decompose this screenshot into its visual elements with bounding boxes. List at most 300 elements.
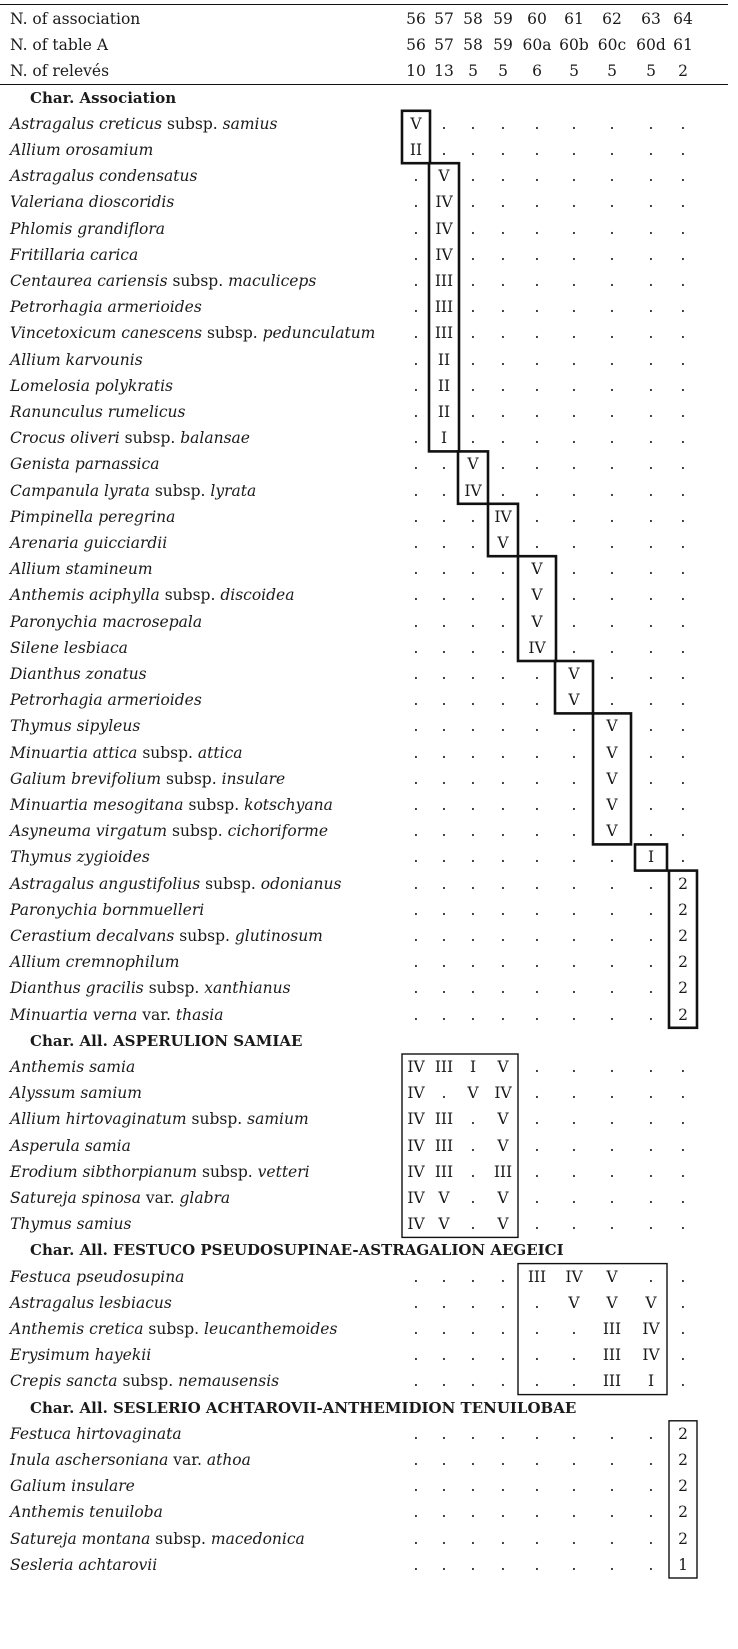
taxon-name: Petrorhagia armerioides [10,691,202,710]
empty-cell: . [500,245,506,264]
empty-cell: . [680,1320,686,1338]
species-name [10,504,175,531]
empty-cell: . [609,298,615,317]
species-name [10,347,143,374]
empty-cell: . [470,1293,476,1312]
empty-cell: . [413,743,419,762]
species-name [10,1106,309,1133]
empty-cell: . [571,612,577,631]
empty-cell: . [470,1189,476,1207]
empty-cell: . [680,1372,686,1391]
taxon-name: xanthianus [204,979,291,998]
empty-cell: . [609,245,615,264]
taxon-name: Thymus sipyleus [10,717,141,736]
constancy-cell: IV [642,1346,660,1365]
top-rule [0,4,728,5]
empty-cell: . [571,743,577,762]
empty-cell: . [500,1372,506,1391]
empty-cell: . [500,1451,506,1469]
empty-cell: . [609,953,615,972]
rank-label: subsp. [143,1320,204,1338]
species-row [0,399,738,426]
empty-cell: . [609,638,615,657]
constancy-cell: V [568,1293,580,1312]
species-row [0,1368,738,1395]
empty-cell: . [470,769,476,788]
empty-cell: . [609,1084,615,1103]
empty-cell: . [680,219,686,238]
empty-cell: . [500,1424,506,1443]
empty-cell: . [413,927,419,945]
empty-cell: . [571,1372,577,1391]
empty-cell: . [609,848,615,867]
constancy-cell: IV [642,1320,660,1338]
empty-cell: . [680,455,686,474]
empty-cell: . [534,141,540,159]
header-row [0,58,738,85]
species-name [10,478,256,505]
constancy-cell: IV [435,219,453,238]
taxon-name: Crepis sancta [10,1372,118,1391]
species-name [10,687,202,714]
empty-cell: . [500,167,506,186]
section-title: Char. All. SESLERIO ACHTAROVII-ANTHEMIDION TENUILOBAE [30,1398,577,1417]
header-cell: 59 [493,36,513,55]
constancy-cell: 2 [678,953,688,972]
header-cell: 6 [532,62,542,81]
empty-cell: . [571,1477,577,1496]
header-cell: 58 [463,36,483,55]
taxon-name: maculiceps [228,272,317,290]
empty-cell: . [534,429,540,448]
species-name [10,556,153,583]
species-name [10,975,291,1002]
empty-cell: . [680,796,686,814]
taxon-name: Silene lesbiaca [10,638,128,657]
constancy-cell: 2 [678,1451,688,1469]
empty-cell: . [609,586,615,605]
empty-cell: . [470,1320,476,1338]
species-row [0,1316,738,1343]
empty-cell: . [571,141,577,159]
empty-cell: . [534,350,540,369]
empty-cell: . [534,900,540,919]
empty-cell: . [609,979,615,998]
rank-label: subsp. [183,796,245,814]
empty-cell: . [648,796,654,814]
empty-cell: . [534,1503,540,1522]
constancy-cell: IV [435,193,453,212]
empty-cell: . [413,167,419,186]
empty-cell: . [571,796,577,814]
empty-cell: . [648,324,654,343]
taxon-name: nemausensis [178,1372,280,1391]
empty-cell: . [609,272,615,290]
species-row [0,609,738,636]
taxon-name: Lomelosia polykratis [10,376,174,395]
empty-cell: . [680,1058,686,1076]
constancy-cell: V [606,743,618,762]
species-name [10,1316,337,1343]
species-row [0,1552,738,1579]
empty-cell: . [500,1529,506,1548]
taxon-name: Allium cremnophilum [10,953,180,972]
empty-cell: . [609,114,615,133]
species-row [0,1211,738,1238]
empty-cell: . [441,769,447,788]
constancy-cell: V [531,560,543,579]
species-row [0,897,738,924]
empty-cell: . [470,874,476,893]
empty-cell: . [571,1320,577,1338]
header-cell: 5 [646,62,656,81]
taxon-name: Anthemis cretica [10,1320,144,1338]
empty-cell: . [648,900,654,919]
species-name [10,1264,184,1291]
empty-cell: . [571,324,577,343]
empty-cell: . [534,665,540,683]
empty-cell: . [571,507,577,526]
taxon-name: Inula aschersoniana [10,1451,169,1469]
empty-cell: . [534,272,540,290]
empty-cell: . [413,874,419,893]
species-name [10,818,328,845]
constancy-cell: I [647,1372,655,1391]
species-name [10,1526,305,1553]
empty-cell: . [680,1215,686,1234]
taxon-name: Minuartia mesogitana [10,796,184,814]
constancy-cell: V [531,586,543,605]
empty-cell: . [500,455,506,474]
empty-cell: . [413,403,419,421]
constancy-cell: I [647,848,655,867]
empty-cell: . [680,193,686,212]
empty-cell: . [470,141,476,159]
empty-cell: . [648,822,654,841]
taxon-name: Alyssum samium [10,1084,142,1103]
empty-cell: . [609,1215,615,1234]
taxon-name: Fritillaria carica [10,245,139,264]
taxon-name: Erysimum hayekii [10,1346,152,1365]
empty-cell: . [441,1293,447,1312]
empty-cell: . [500,796,506,814]
empty-cell: . [470,1110,476,1129]
empty-cell: . [534,1084,540,1103]
taxon-name: glabra [179,1189,231,1207]
empty-cell: . [534,953,540,972]
taxon-name: Astragalus condensatus [10,167,198,186]
empty-cell: . [470,900,476,919]
empty-cell: . [571,1189,577,1207]
empty-cell: . [470,1372,476,1391]
empty-cell: . [500,691,506,710]
empty-cell: . [413,1320,419,1338]
empty-cell: . [441,953,447,972]
species-name [10,425,250,452]
taxon-name: Erodium sibthorpianum [10,1162,198,1181]
empty-cell: . [609,141,615,159]
empty-cell: . [441,822,447,841]
empty-cell: . [680,1346,686,1365]
species-row [0,216,738,243]
empty-cell: . [534,298,540,317]
species-name [10,1133,131,1160]
empty-cell: . [648,141,654,159]
empty-cell: . [680,665,686,683]
empty-cell: . [534,403,540,421]
taxon-name: samius [222,114,278,133]
empty-cell: . [680,429,686,448]
empty-cell: . [413,429,419,448]
empty-cell: . [441,1503,447,1522]
header-cell: 5 [498,62,508,81]
constancy-cell: III [434,1110,454,1129]
empty-cell: . [571,979,577,998]
empty-cell: . [571,1529,577,1548]
taxon-name: samium [247,1110,309,1129]
empty-cell: . [534,1529,540,1548]
species-row [0,1106,738,1133]
empty-cell: . [571,1451,577,1469]
empty-cell: . [680,560,686,579]
empty-cell: . [470,953,476,972]
taxon-name: Phlomis grandiflora [10,219,165,238]
empty-cell: . [680,114,686,133]
empty-cell: . [648,1058,654,1076]
empty-cell: . [413,979,419,998]
empty-cell: . [648,1424,654,1443]
species-row [0,818,738,845]
empty-cell: . [534,848,540,867]
empty-cell: . [441,979,447,998]
species-name [10,1211,131,1238]
empty-cell: . [470,1503,476,1522]
species-name [10,792,333,819]
header-cell: 58 [463,10,483,28]
empty-cell: . [413,219,419,238]
empty-cell: . [413,769,419,788]
header-cell: 60a [522,36,552,55]
empty-cell: . [534,979,540,998]
empty-cell: . [413,455,419,474]
species-name [10,451,159,478]
empty-cell: . [413,900,419,919]
empty-cell: . [500,298,506,317]
empty-cell: . [609,900,615,919]
species-row [0,1133,738,1160]
taxon-name: balansae [180,429,250,448]
section-heading [0,1028,738,1055]
empty-cell: . [680,822,686,841]
empty-cell: . [609,1162,615,1181]
constancy-cell: V [497,1058,509,1076]
empty-cell: . [500,979,506,998]
rank-label: subsp. [174,927,235,945]
empty-cell: . [648,1503,654,1522]
empty-cell: . [413,612,419,631]
empty-cell: . [648,455,654,474]
species-row [0,242,738,269]
empty-cell: . [500,665,506,683]
constancy-cell: 2 [678,927,688,945]
empty-cell: . [470,507,476,526]
species-name [10,1290,172,1317]
species-name [10,294,202,321]
species-row [0,1264,738,1291]
empty-cell: . [648,298,654,317]
empty-cell: . [680,691,686,710]
empty-cell: . [441,534,447,552]
taxon-name: Thymus samius [10,1215,132,1234]
constancy-cell: IV [464,481,482,500]
species-row [0,792,738,819]
header-cell: 5 [468,62,478,81]
species-row [0,766,738,793]
taxon-name: Galium brevifolium [10,769,162,788]
empty-cell: . [680,376,686,395]
empty-cell: . [648,507,654,526]
empty-cell: . [680,612,686,631]
empty-cell: . [500,219,506,238]
empty-cell: . [441,586,447,605]
empty-cell: . [500,1346,506,1365]
empty-cell: . [413,193,419,212]
species-row [0,294,738,321]
empty-cell: . [680,1084,686,1103]
taxon-name: Allium stamineum [10,560,153,579]
taxon-name: Astragalus creticus [10,114,163,133]
header-cell: 64 [673,10,693,28]
constancy-cell: II [437,403,451,421]
species-name [10,740,243,767]
empty-cell: . [648,743,654,762]
empty-cell: . [470,927,476,945]
rank-label: subsp. [143,979,205,998]
empty-cell: . [413,1477,419,1496]
empty-cell: . [470,167,476,186]
header-label: N. of association [10,10,141,28]
empty-cell: . [534,167,540,186]
constancy-cell: II [409,141,423,159]
empty-cell: . [470,1424,476,1443]
taxon-name: Asperula samia [10,1136,131,1155]
empty-cell: . [609,1477,615,1496]
empty-cell: . [470,586,476,605]
empty-cell: . [534,219,540,238]
empty-cell: . [470,691,476,710]
empty-cell: . [609,324,615,343]
constancy-cell: III [527,1267,547,1286]
header-cell: 59 [493,10,513,28]
species-row [0,373,738,400]
empty-cell: . [413,350,419,369]
constancy-cell: V [606,769,618,788]
empty-cell: . [500,1555,506,1574]
empty-cell: . [609,1424,615,1443]
constancy-cell: 2 [678,1477,688,1496]
constancy-cell: V [606,1293,618,1312]
empty-cell: . [680,769,686,788]
header-cell: 2 [678,62,688,81]
empty-cell: . [470,272,476,290]
taxon-name: athoa [206,1451,251,1469]
constancy-cell: V [497,1110,509,1129]
constancy-cell: IV [565,1267,583,1286]
header-cell: 10 [406,62,426,81]
species-row [0,163,738,190]
empty-cell: . [571,717,577,736]
constancy-cell: III [434,1058,454,1076]
species-name [10,1159,310,1186]
empty-cell: . [441,927,447,945]
empty-cell: . [470,560,476,579]
empty-cell: . [470,1162,476,1181]
empty-cell: . [441,848,447,867]
empty-cell: . [571,1058,577,1076]
empty-cell: . [470,403,476,421]
empty-cell: . [680,1136,686,1155]
empty-cell: . [413,1372,419,1391]
species-name [10,530,167,557]
empty-cell: . [500,612,506,631]
empty-cell: . [680,534,686,552]
constancy-cell: IV [407,1136,425,1155]
empty-cell: . [571,1136,577,1155]
species-row [0,661,738,688]
constancy-cell: V [497,1215,509,1234]
empty-cell: . [648,979,654,998]
empty-cell: . [648,560,654,579]
empty-cell: . [441,1424,447,1443]
empty-cell: . [534,376,540,395]
empty-cell: . [571,822,577,841]
empty-cell: . [680,1162,686,1181]
empty-cell: . [648,586,654,605]
empty-cell: . [413,272,419,290]
taxon-name: attica [197,743,243,762]
empty-cell: . [413,1346,419,1365]
empty-cell: . [571,429,577,448]
rank-label: var. [140,1189,180,1207]
taxon-name: Dianthus zonatus [10,665,147,683]
empty-cell: . [441,874,447,893]
species-name [10,373,173,400]
empty-cell: . [609,219,615,238]
taxon-name: Genista parnassica [10,455,160,474]
constancy-cell: 2 [678,1529,688,1548]
empty-cell: . [648,193,654,212]
empty-cell: . [534,743,540,762]
empty-cell: . [470,1005,476,1024]
empty-cell: . [609,560,615,579]
empty-cell: . [609,1555,615,1574]
header-cell: 5 [569,62,579,81]
taxon-name: discoidea [220,586,295,605]
taxon-name: Dianthus gracilis [10,979,144,998]
header-cell: 60c [597,36,627,55]
empty-cell: . [441,1267,447,1286]
taxon-name: Anthemis aciphylla [10,586,160,605]
empty-cell: . [413,1529,419,1548]
empty-cell: . [534,114,540,133]
constancy-cell: 1 [678,1555,688,1574]
species-row [0,189,738,216]
header-cell: 61 [564,10,584,28]
empty-cell: . [534,822,540,841]
empty-cell: . [470,717,476,736]
species-row [0,1526,738,1553]
taxon-name: vetteri [257,1162,310,1181]
